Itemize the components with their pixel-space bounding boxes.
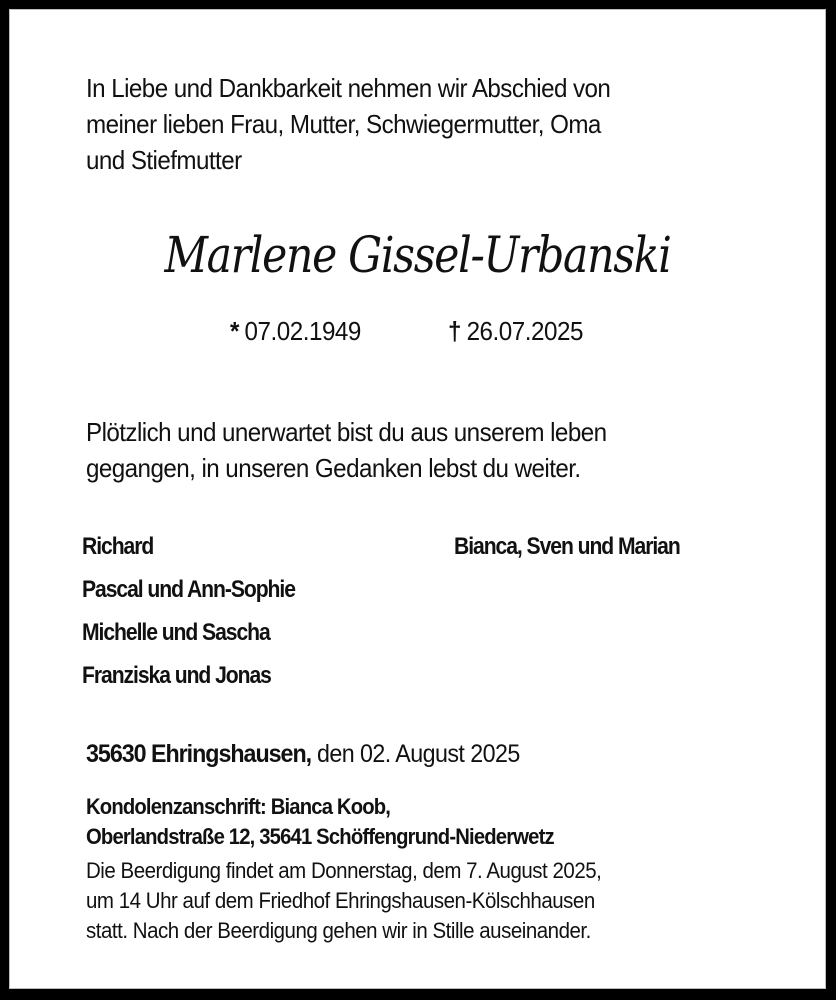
birth-date [230,315,361,347]
deceased-name: Marlene Gissel-Urbanski [164,226,671,284]
death-date-value: 26.07.2025 [466,316,583,346]
condolence-line: Oberlandstraße 12, 35641 Schöffengrund-Niederwetz [86,824,554,849]
place-and-date [86,737,520,771]
mourners-right-column [454,525,680,568]
mourner-name: Richard [82,533,154,560]
obituary-notice [9,9,826,989]
intro-line: In Liebe und Dankbarkeit nehmen wir Abschied von [86,73,611,103]
place: 35630 Ehringshausen, [86,740,312,768]
condolence-line: Kondolenzanschrift: Bianca Koob, [86,794,391,819]
intro-line: und Stiefmutter [86,145,242,175]
notice-date: den 02. August 2025 [311,740,520,768]
funeral-line: statt. Nach der Beerdigung gehen wir in Stille auseinander. [86,918,591,943]
death-date [448,315,583,347]
death-cross-icon: † [448,316,461,346]
memorial-quote [86,414,607,486]
mourner-name: Franziska und Jonas [82,662,271,689]
funeral-info [86,856,601,946]
mourner-name: Michelle und Sascha [82,619,270,646]
funeral-line: um 14 Uhr auf dem Friedhof Ehringshausen-Kölschhausen [86,888,595,913]
mourner-name: Bianca, Sven und Marian [454,533,680,560]
mourners-left-column [82,525,295,697]
intro-line: meiner lieben Frau, Mutter, Schwiegermutter, Oma [86,109,601,139]
mourner-name: Pascal und Ann-Sophie [82,576,295,603]
quote-line: gegangen, in unseren Gedanken lebst du weiter. [86,453,581,483]
condolence-address [86,792,554,852]
birth-star-icon: * [230,316,239,346]
intro-text [86,70,610,178]
birth-date-value: 07.02.1949 [244,316,361,346]
funeral-line: Die Beerdigung findet am Donnerstag, dem 7. August 2025, [86,858,602,883]
quote-line: Plötzlich und unerwartet bist du aus unserem leben [86,417,607,447]
